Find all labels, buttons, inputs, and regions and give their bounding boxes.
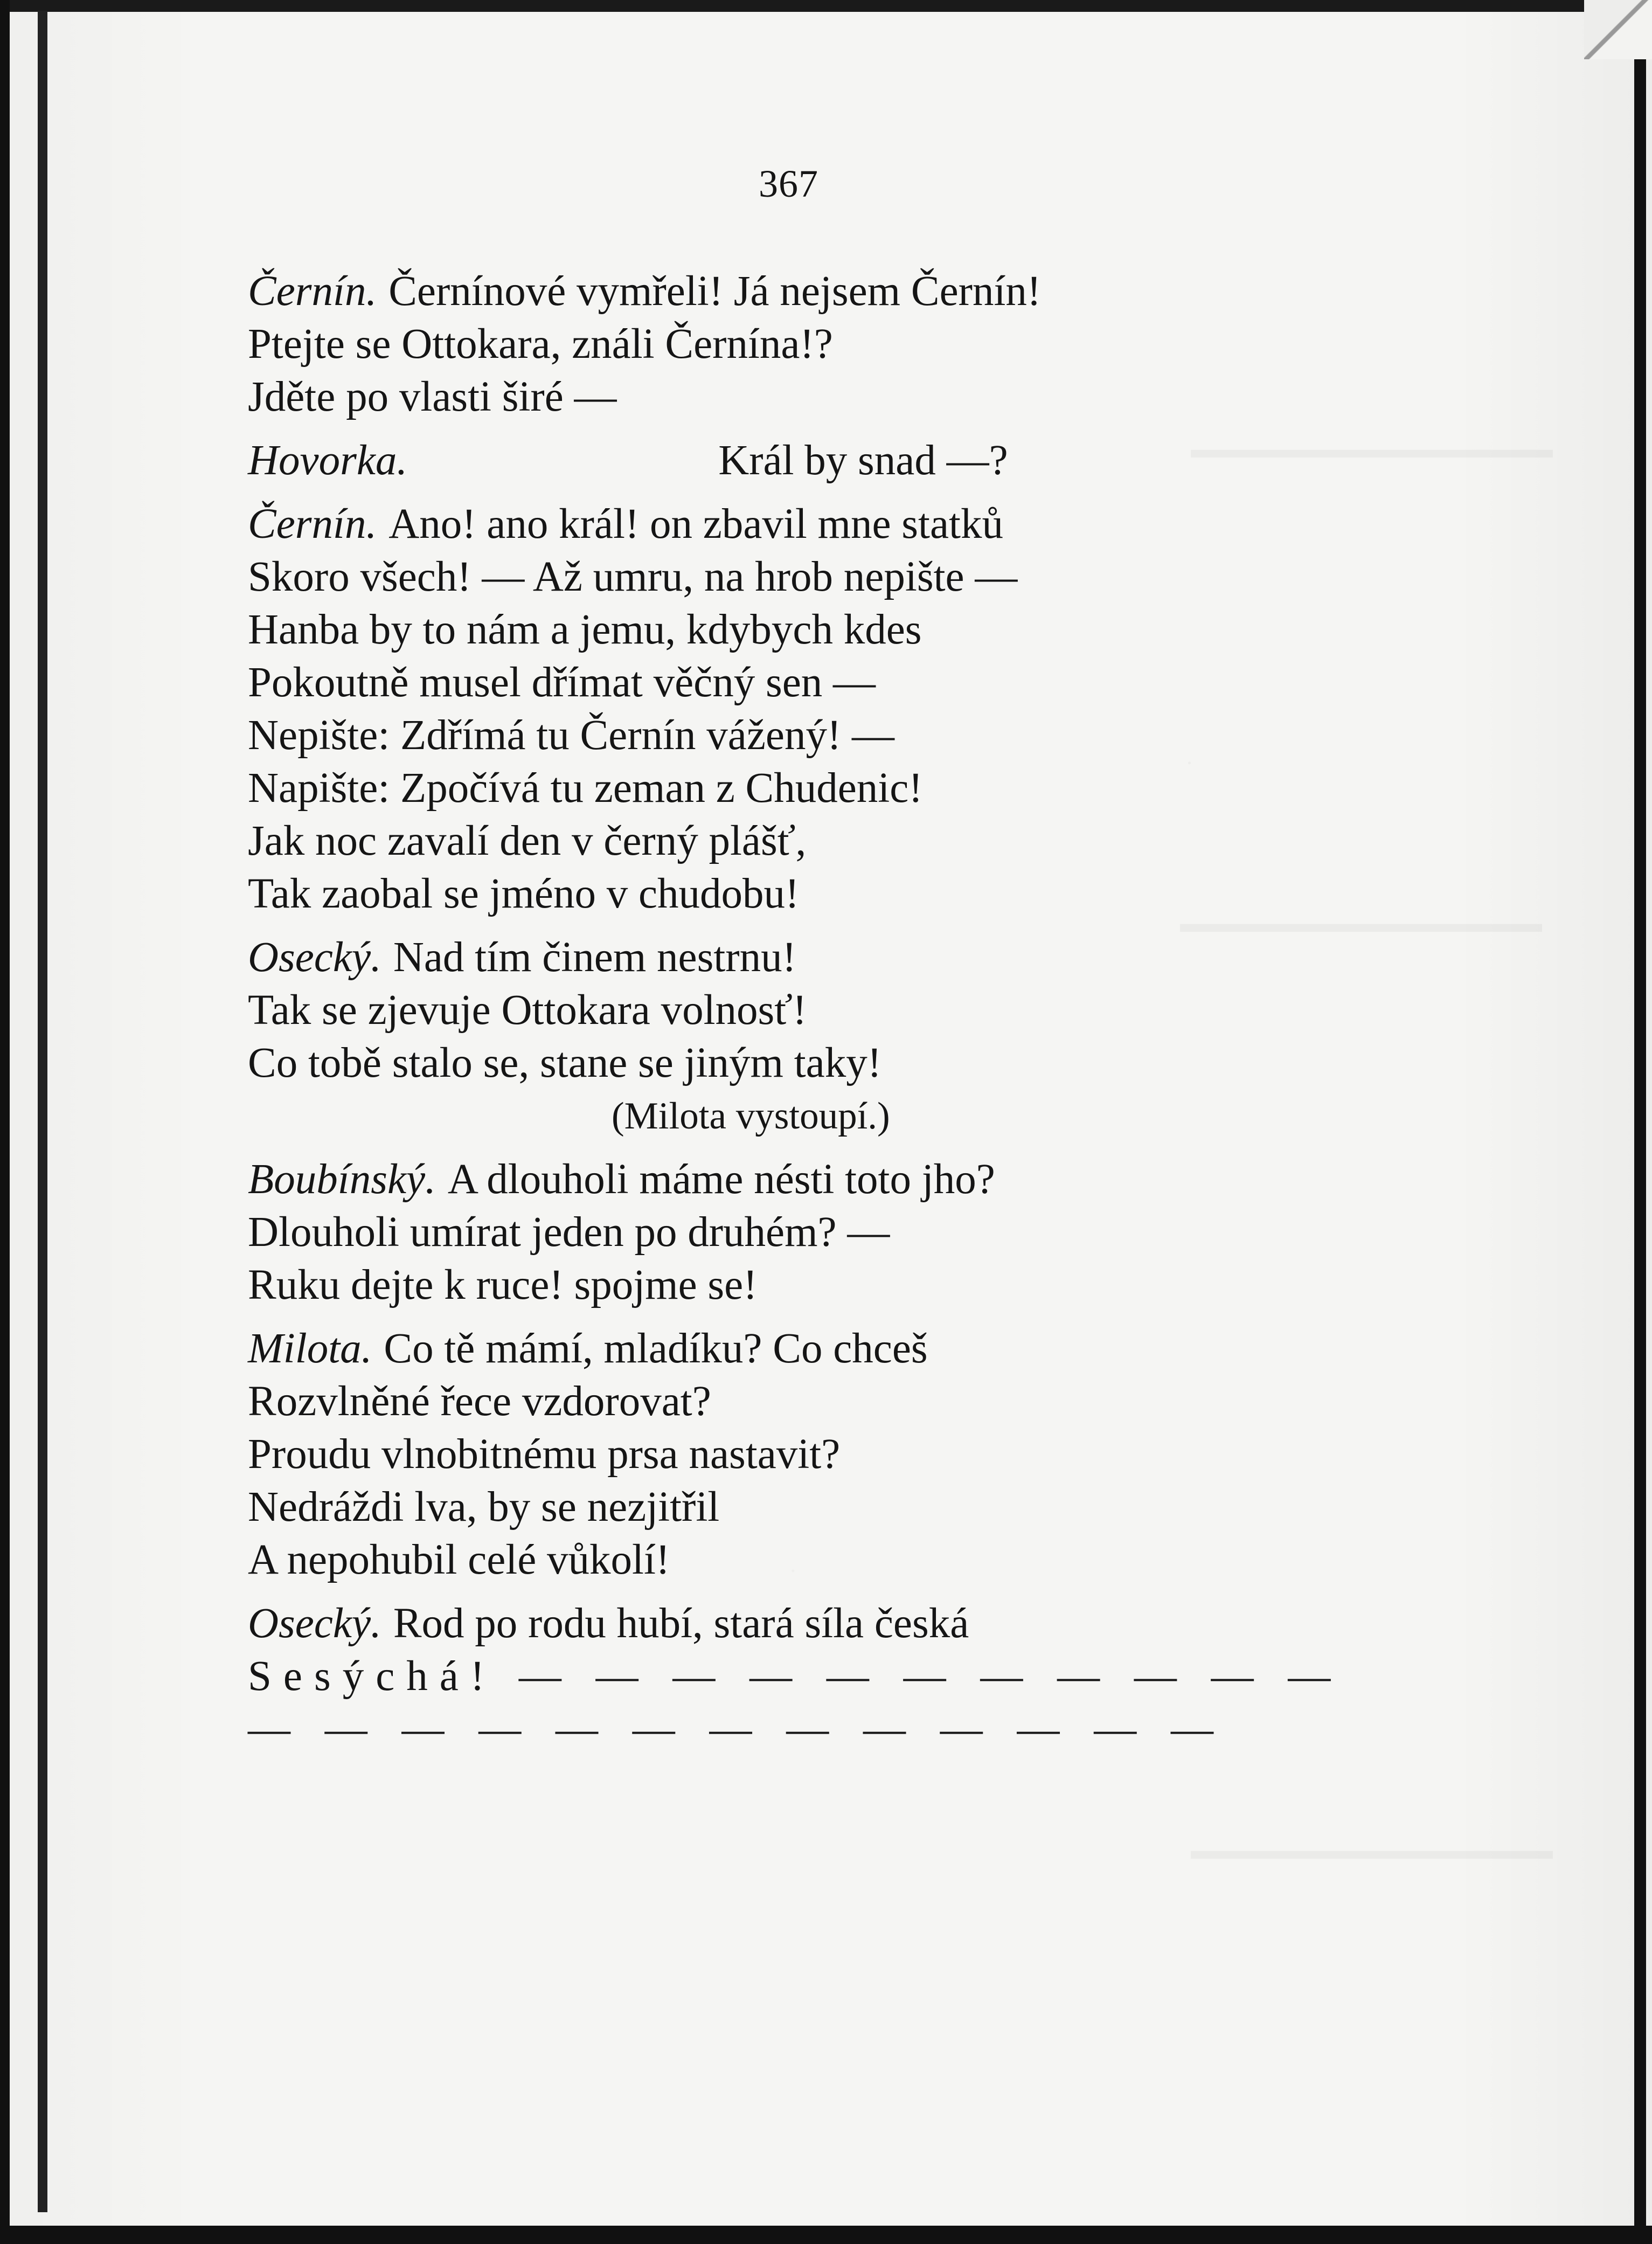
- spoken-text: — — — — — — — — — — — — —: [248, 1706, 1225, 1753]
- dialogue-line: [248, 656, 1315, 709]
- spoken-text: Ptejte se Ottokara, ználi Černína!?: [248, 321, 833, 368]
- speaker-name: Milota.: [248, 1325, 372, 1372]
- speaker-name: Osecký.: [248, 934, 381, 981]
- dialogue-line: [248, 1650, 1343, 1703]
- spoken-text: Král by snad —?: [718, 437, 1008, 484]
- speaker-name: Hovorka.: [248, 437, 408, 484]
- spoken-text: Sesýchá! — — — — — — — — — — —: [248, 1653, 1343, 1700]
- line-spacing: [248, 487, 1315, 498]
- scan-bottom-border: [0, 2226, 1652, 2244]
- dialogue-line: [248, 1037, 1315, 1090]
- dialogue-line: [248, 762, 1315, 815]
- scan-right-border: [1634, 38, 1646, 2236]
- dialogue-line: [248, 1534, 1315, 1587]
- line-spacing: [248, 424, 1315, 434]
- scan-top-border: [0, 0, 1606, 12]
- line-spacing: [248, 1312, 1315, 1322]
- dialogue-line: [248, 434, 1315, 487]
- spoken-text: Tak se zjevuje Ottokara volnosť!: [248, 987, 807, 1034]
- spoken-text: Ano! ano král! on zbavil mne statků: [388, 501, 1003, 548]
- spoken-text: Napište: Zpočívá tu zeman z Chudenic!: [248, 765, 923, 812]
- dialogue-line: [248, 371, 1315, 424]
- line-spacing: [248, 1587, 1315, 1597]
- speaker-name: Černín.: [248, 501, 377, 548]
- dialogue-line: [248, 1703, 1315, 1756]
- bleed-through-texture: ▬▬▬▬▬▬▬▬▬▬▬▬▬▬: [1191, 1836, 1553, 1865]
- spoken-text: Proudu vlnobitnému prsa nastavit?: [248, 1431, 841, 1478]
- spoken-text: Nepište: Zdřímá tu Černín vážený! —: [248, 712, 895, 759]
- dialogue-line: [248, 265, 1315, 318]
- page-binding-edge: [38, 11, 47, 2212]
- dialogue-line: [248, 1597, 1315, 1650]
- spoken-text: Skoro všech! — Až umru, na hrob nepište —: [248, 553, 1018, 600]
- dialogue-line: [248, 1428, 1315, 1481]
- dialogue-line: [248, 1153, 1315, 1206]
- spoken-text: Černínové vymřeli! Já nejsem Černín!: [388, 268, 1042, 315]
- spoken-text: Hanba by to nám a jemu, kdybych kdes: [248, 606, 922, 653]
- spoken-text: A dlouholi máme nésti toto jho?: [447, 1156, 995, 1203]
- spoken-text: Rod po rodu hubí, stará síla česká: [393, 1600, 969, 1647]
- spoken-text: Pokoutně musel dřímat věčný sen —: [248, 659, 876, 706]
- spoken-text: A nepohubil celé vůkolí!: [248, 1536, 670, 1583]
- folded-corner: [1584, 0, 1652, 59]
- spoken-text: Nedráždi lva, by se nezjitřil: [248, 1484, 720, 1530]
- spoken-text: Dlouholi umírat jeden po druhém? —: [248, 1209, 890, 1256]
- speaker-name: Boubínský.: [248, 1156, 436, 1203]
- dialogue-line: [248, 984, 1315, 1037]
- line-spacing: [248, 1142, 1315, 1153]
- scan-left-border: [0, 0, 10, 2244]
- bleed-through-texture: ▬▬▬▬▬▬▬▬▬▬▬▬▬▬: [1180, 909, 1542, 938]
- line-spacing: [248, 920, 1315, 931]
- spoken-text: Co tě mámí, mladíku? Co chceš: [384, 1325, 928, 1372]
- dialogue-line: [248, 551, 1315, 604]
- dialogue-line: [248, 604, 1315, 656]
- play-dialogue: [248, 265, 1343, 1756]
- dialogue-line: [248, 318, 1315, 371]
- spoken-text: Co tobě stalo se, stane se jiným taky!: [248, 1040, 882, 1086]
- spoken-text: Nad tím činem nestrnu!: [393, 934, 796, 981]
- dialogue-line: [248, 709, 1315, 762]
- stage-direction: [248, 1090, 1315, 1142]
- spoken-text: Tak zaobal se jméno v chudobu!: [248, 870, 800, 917]
- dialogue-line: [248, 1259, 1315, 1312]
- dialogue-line: [248, 1322, 1315, 1375]
- dialogue-line: [248, 1375, 1315, 1428]
- dialogue-line: [248, 815, 1315, 868]
- speaker-name: Černín.: [248, 268, 377, 315]
- spoken-text: Rozvlněné řece vzdorovat?: [248, 1378, 711, 1425]
- dialogue-line: [248, 868, 1315, 920]
- dialogue-line: [248, 931, 1315, 984]
- stage-direction-text: (Milota vystoupí.): [612, 1095, 890, 1137]
- spoken-text: Jděte po vlasti širé —: [248, 373, 617, 420]
- dialogue-line: [248, 1206, 1315, 1259]
- dialogue-line: [248, 498, 1315, 551]
- speaker-name: Osecký.: [248, 1600, 381, 1647]
- dialogue-line: [248, 1481, 1315, 1534]
- bleed-through-texture: ▬▬▬▬▬▬▬▬▬▬▬▬▬▬: [1191, 435, 1553, 463]
- page-number: 367: [759, 162, 818, 205]
- spoken-text: Ruku dejte k ruce! spojme se!: [248, 1262, 758, 1308]
- spoken-text: Jak noc zavalí den v černý plášť,: [248, 818, 807, 864]
